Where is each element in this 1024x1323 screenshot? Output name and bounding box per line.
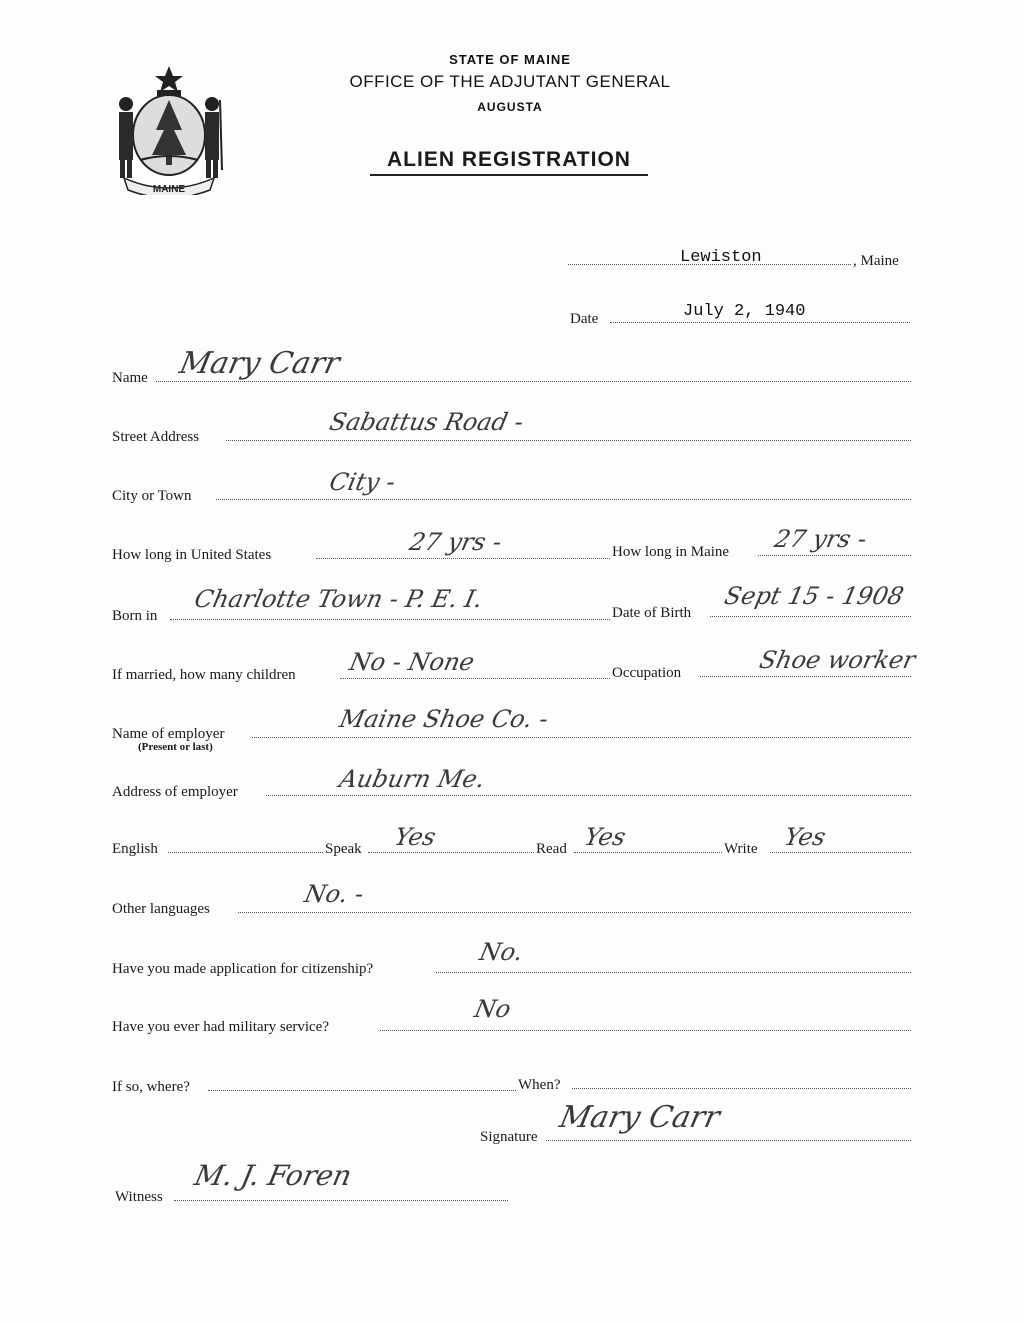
employer-label: Name of employer (112, 726, 225, 742)
children-line (340, 678, 610, 679)
other-languages-line (238, 912, 911, 913)
occupation-label: Occupation (612, 665, 682, 681)
header-office: OFFICE OF THE ADJUTANT GENERAL (349, 72, 671, 91)
speak-line (368, 852, 534, 853)
citizenship-value: No. (477, 938, 526, 966)
occupation-line (700, 676, 911, 677)
maine-label: How long in Maine (612, 544, 730, 560)
seal-motto: MAINE (152, 184, 186, 195)
witness-label: Witness (115, 1189, 163, 1205)
us-label: How long in United States (112, 547, 272, 563)
born-line (170, 619, 610, 620)
header-state: STATE OF MAINE (449, 52, 571, 67)
children-value: No - None (347, 648, 477, 676)
military-label: Have you ever had military service? (112, 1019, 329, 1035)
employer-sublabel: (Present or last) (138, 741, 213, 753)
witness-value: M. J. Foren (191, 1159, 355, 1192)
name-value: Mary Carr (176, 346, 343, 381)
form-title: ALIEN REGISTRATION (370, 148, 648, 176)
speak-label: Speak (325, 841, 362, 857)
where-line (208, 1090, 516, 1091)
employer-value: Maine Shoe Co. - (337, 705, 551, 733)
dob-line (710, 616, 911, 617)
city-value: City - (327, 468, 398, 496)
place-suffix: , Maine (853, 253, 899, 269)
maine-line (758, 555, 911, 556)
name-label: Name (112, 370, 148, 386)
other-languages-label: Other languages (112, 901, 210, 917)
signature-line (546, 1140, 911, 1141)
employer-address-label: Address of employer (112, 784, 238, 800)
witness-line (174, 1200, 508, 1201)
citizenship-label: Have you made application for citizenship? (112, 961, 374, 977)
employer-address-line (266, 795, 911, 796)
born-value: Charlotte Town - P. E. I. (192, 585, 486, 613)
other-languages-value: No. - (302, 880, 367, 908)
read-line (574, 852, 722, 853)
military-line (380, 1030, 911, 1031)
citizenship-line (436, 972, 911, 973)
city-line (216, 499, 911, 500)
street-line (226, 440, 911, 441)
write-line (770, 852, 911, 853)
write-value: Yes (782, 823, 829, 851)
place-value: Lewiston (680, 248, 762, 267)
speak-value: Yes (392, 823, 439, 851)
maine-state-seal-icon (110, 60, 228, 195)
street-label: Street Address (112, 429, 200, 445)
header-city: AUGUSTA (477, 100, 543, 114)
maine-value: 27 yrs - (772, 525, 870, 553)
write-label: Write (724, 841, 758, 857)
name-line (156, 381, 911, 382)
us-value: 27 yrs - (407, 528, 505, 556)
dob-value: Sept 15 - 1908 (722, 582, 907, 610)
street-value: Sabattus Road - (327, 408, 527, 436)
occupation-value: Shoe worker (757, 646, 918, 674)
dob-label: Date of Birth (612, 605, 692, 621)
city-label: City or Town (112, 488, 192, 504)
employer-address-value: Auburn Me. (337, 765, 488, 793)
born-label: Born in (112, 608, 158, 624)
english-label: English (112, 841, 158, 857)
date-value: July 2, 1940 (683, 302, 806, 321)
signature-label: Signature (480, 1129, 538, 1145)
when-line (572, 1088, 911, 1089)
children-label: If married, how many children (112, 667, 296, 683)
when-label: When? (518, 1077, 561, 1093)
us-line (316, 558, 610, 559)
where-label: If so, where? (112, 1079, 190, 1095)
read-label: Read (536, 841, 567, 857)
date-line (610, 322, 910, 323)
military-value: No (472, 995, 514, 1023)
signature-value: Mary Carr (556, 1100, 723, 1135)
employer-line (252, 737, 911, 738)
read-value: Yes (582, 823, 629, 851)
date-label: Date (570, 311, 599, 327)
english-line (168, 852, 323, 853)
